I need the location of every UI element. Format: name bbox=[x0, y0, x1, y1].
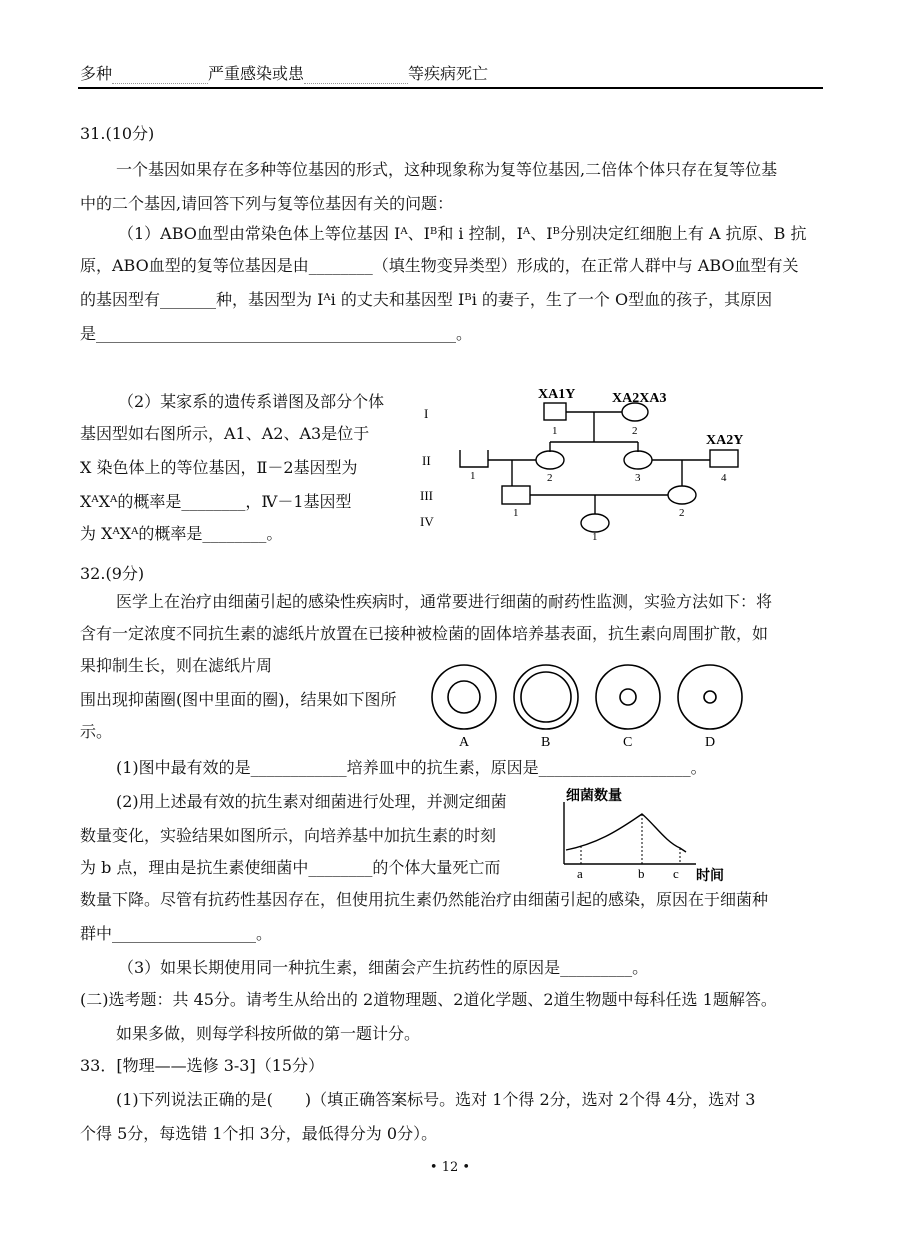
graph-curve bbox=[566, 814, 686, 852]
header-seg1: 多种 bbox=[80, 64, 113, 83]
dish-b-outer bbox=[514, 665, 578, 729]
q32-line2: 含有一定浓度不同抗生素的滤纸片放置在已接种被检菌的固体培养基表面，抗生素向周围扩散，如 bbox=[80, 624, 769, 643]
num-ii4: 4 bbox=[721, 472, 727, 484]
q32-sub2-line1: (2)用上述最有效的抗生素对细菌进行处理，并测定细菌 bbox=[116, 792, 507, 811]
pedigree-iii2-female bbox=[668, 486, 696, 504]
q31-p2-line5: 为 XᴬXᴬ的概率是________。 bbox=[80, 524, 283, 543]
q31-p2-line3: X 染色体上的等位基因，Ⅱ－2基因型为 bbox=[80, 458, 358, 477]
pedigree-ii3-female bbox=[624, 451, 652, 469]
page-number: • 12 • bbox=[429, 1160, 471, 1175]
pedigree-iv1-female bbox=[581, 514, 609, 532]
q32-sub2-line3: 为 b 点，理由是抗生素使细菌中________的个体大量死亡而 bbox=[80, 858, 501, 877]
gen-label-ii: II bbox=[422, 453, 431, 468]
bacteria-graph bbox=[556, 786, 736, 886]
q31-intro-2: 中的二个基因,请回答下列与复等位基因有关的问题： bbox=[80, 194, 454, 213]
dish-d-outer bbox=[678, 665, 742, 729]
section2-line1: (二)选考题：共 45分。请考生从给出的 2道物理题、2道化学题、2道生物题中每科任选 1题解答。 bbox=[80, 990, 777, 1009]
header-fragment bbox=[80, 64, 488, 84]
pedigree-diagram bbox=[410, 380, 770, 545]
q31-title: 31.(10分) bbox=[80, 124, 155, 143]
q32-line4: 围出现抑菌圈(图中里面的圈)，结果如下图所 bbox=[80, 690, 397, 709]
header-gap bbox=[304, 69, 408, 84]
q32-title: 32.(9分) bbox=[80, 564, 145, 583]
num-iii1: 1 bbox=[513, 507, 519, 519]
gen-label-iii: III bbox=[420, 488, 433, 503]
num-ii1: 1 bbox=[470, 470, 476, 482]
dish-a-zone bbox=[448, 681, 480, 713]
pedigree-ii2-female bbox=[536, 451, 564, 469]
header-seg3: 等疾病死亡 bbox=[408, 64, 489, 83]
header-gap bbox=[112, 69, 208, 84]
gen-label-iv: IV bbox=[420, 514, 434, 529]
num-i1: 1 bbox=[552, 425, 558, 437]
dish-label-c: C bbox=[623, 735, 633, 750]
q31-p1-line3: 的基因型有_______种，基因型为 Iᴬi 的丈夫和基因型 Iᴮi 的妻子，生了一个 O型血的孩子，其原因 bbox=[80, 290, 773, 309]
dish-label-a: A bbox=[459, 735, 470, 750]
graph-tick-c: c bbox=[673, 866, 679, 881]
graph-ylabel: 细菌数量 bbox=[566, 789, 622, 804]
pedigree-ii4-male bbox=[710, 450, 738, 467]
graph-tick-b: b bbox=[638, 866, 645, 881]
q31-p2-line1: （2）某家系的遗传系谱图及部分个体 bbox=[118, 392, 385, 411]
pedigree-ii1-male bbox=[460, 450, 488, 467]
pedigree-i1-male bbox=[544, 403, 566, 420]
q31-p2-line4: XᴬXᴬ的概率是________，Ⅳ－1基因型 bbox=[80, 492, 352, 511]
num-ii3: 3 bbox=[635, 472, 641, 484]
header-seg2: 严重感染或患 bbox=[208, 64, 305, 83]
q31-p2-line2: 基因型如右图所示，A1、A2、A3是位于 bbox=[80, 424, 370, 443]
ii4-genotype: XA2Y bbox=[706, 433, 744, 448]
dish-d-zone bbox=[704, 691, 716, 703]
q33-line2: 个得 5分，每选错 1个扣 3分，最低得分为 0分）。 bbox=[80, 1124, 438, 1143]
num-iv1: 1 bbox=[592, 531, 598, 543]
q32-sub1: (1)图中最有效的是____________培养皿中的抗生素，原因是___________________。 bbox=[116, 758, 707, 777]
graph-tick-a: a bbox=[577, 866, 583, 881]
dish-c-zone bbox=[620, 689, 636, 705]
petri-dishes-figure bbox=[430, 662, 750, 752]
q31-intro-1: 一个基因如果存在多种等位基因的形式，这种现象称为复等位基因,二倍体个体只存在复等位基 bbox=[116, 160, 778, 179]
dish-c-outer bbox=[596, 665, 660, 729]
header-rule bbox=[78, 87, 823, 89]
q32-line1: 医学上在治疗由细菌引起的感染性疾病时，通常要进行细菌的耐药性监测，实验方法如下：将 bbox=[116, 592, 773, 611]
i1-genotype: XA1Y bbox=[538, 387, 576, 402]
num-i2: 2 bbox=[632, 425, 638, 437]
gen-label-i: I bbox=[424, 406, 429, 421]
q32-sub2-line2: 数量变化，实验结果如图所示，向培养基中加抗生素的时刻 bbox=[80, 826, 497, 845]
q33-line1: (1)下列说法正确的是( )（填正确答案标号。选对 1个得 2分，选对 2个得 4分，选对 3 bbox=[116, 1090, 756, 1109]
q31-p1-line1: （1）ABO血型由常染色体上等位基因 Iᴬ、Iᴮ和 i 控制，Iᴬ、Iᴮ分别决定红细胞上有 A 抗原、B 抗 bbox=[118, 224, 807, 243]
q32-sub3: （3）如果长期使用同一种抗生素，细菌会产生抗药性的原因是_________。 bbox=[118, 958, 649, 977]
num-iii2: 2 bbox=[679, 507, 685, 519]
pedigree-iii1-male bbox=[502, 486, 530, 504]
dish-b-zone bbox=[521, 672, 571, 722]
q32-line5: 示。 bbox=[80, 722, 113, 741]
q32-line3: 果抑制生长，则在滤纸片周 bbox=[80, 656, 273, 675]
q32-sub2-line5: 群中__________________。 bbox=[80, 924, 273, 943]
q31-p1-line2: 原，ABO血型的复等位基因是由________（填生物变异类型）形成的，在正常人群中与 ABO血型有关 bbox=[80, 256, 799, 275]
q33-title: 33．[物理——选修 3-3]（15分） bbox=[80, 1056, 325, 1075]
dish-label-d: D bbox=[705, 735, 716, 750]
graph-xlabel: 时间 bbox=[696, 869, 724, 884]
dish-a-outer bbox=[432, 665, 496, 729]
q32-sub2-line4: 数量下降。尽管有抗药性基因存在，但使用抗生素仍然能治疗由细菌引起的感染，原因在于细菌种 bbox=[80, 890, 769, 909]
dish-label-b: B bbox=[541, 735, 551, 750]
q31-p1-line4: 是_____________________________________________。 bbox=[80, 324, 473, 343]
section2-line2: 如果多做，则每学科按所做的第一题计分。 bbox=[116, 1024, 421, 1043]
num-ii2: 2 bbox=[547, 472, 553, 484]
i2-genotype: XA2XA3 bbox=[612, 391, 667, 406]
